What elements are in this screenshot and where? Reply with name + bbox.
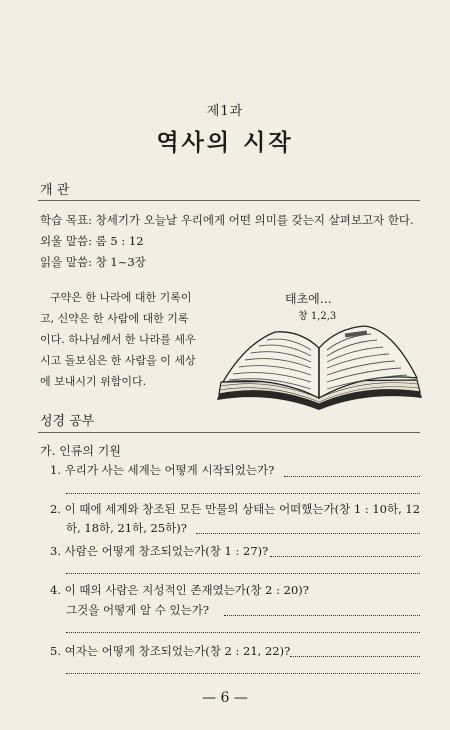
question-2: 2. 이 때에 세계와 창조된 모든 만물의 상태는 어떠했는가(창 1 : 10하, 12 xyxy=(50,502,421,516)
answer-line[interactable] xyxy=(284,476,420,477)
page-number: — 6 — xyxy=(202,690,248,706)
learning-goal-label: 학습 목표 xyxy=(40,213,89,227)
answer-line[interactable] xyxy=(196,533,420,534)
answer-line[interactable] xyxy=(66,493,420,494)
study-heading: 성경 공부 xyxy=(40,414,95,429)
intro-line: 시고 돌보심은 한 사람을 이 세상 xyxy=(40,354,196,367)
answer-line[interactable] xyxy=(66,573,420,574)
intro-line: 고, 신약은 한 사람에 대한 기록 xyxy=(40,312,189,325)
lesson-number: 제1과 xyxy=(206,104,244,119)
question-2-cont: 하, 18하, 21하, 25하)? xyxy=(66,521,187,535)
reading-passage-text: : 창 1~3장 xyxy=(88,255,146,269)
answer-line[interactable] xyxy=(66,673,420,674)
answer-line[interactable] xyxy=(66,632,420,633)
question-3: 3. 사람은 어떻게 창조되었는가(창 1 : 27)? xyxy=(50,544,269,558)
bible-caption: 태초에… xyxy=(285,292,332,306)
answer-line[interactable] xyxy=(290,656,420,657)
answer-line[interactable] xyxy=(270,556,420,557)
learning-goal xyxy=(40,212,414,228)
question-4-cont: 그것을 어떻게 알 수 있는가? xyxy=(66,603,209,617)
open-bible-icon xyxy=(215,318,425,410)
question-5: 5. 여자는 어떻게 창조되었는가(창 2 : 21, 22)? xyxy=(50,644,291,658)
question-4: 4. 이 때의 사람은 지성적인 존재였는가(창 2 : 20)? xyxy=(50,583,309,597)
question-1: 1. 우리가 사는 세계는 어떻게 시작되었는가? xyxy=(50,463,275,477)
memory-verse-label: 외울 말씀 xyxy=(40,234,89,248)
reading-passage xyxy=(40,254,146,270)
answer-line[interactable] xyxy=(224,615,420,616)
study-subheading: 가. 인류의 기원 xyxy=(40,444,121,458)
intro-line: 이다. 하나님께서 한 나라를 세우 xyxy=(40,333,196,346)
reading-passage-label: 읽을 말씀 xyxy=(40,255,89,269)
learning-goal-text: : 창세기가 오늘날 우리에게 어떤 의미를 갖는지 살펴보고자 한다. xyxy=(88,213,414,227)
bible-reference: 창 1,2,3 xyxy=(298,311,337,322)
memory-verse-text: : 롬 5 : 12 xyxy=(88,234,144,248)
page-title: 역사의 시작 xyxy=(156,129,294,156)
overview-heading: 개 관 xyxy=(40,183,70,198)
intro-line: 에 보내시기 위함이다. xyxy=(40,375,147,388)
study-divider xyxy=(38,432,420,433)
overview-divider xyxy=(38,200,420,201)
memory-verse xyxy=(40,233,144,249)
intro-line: 구약은 한 나라에 대한 기록이 xyxy=(50,291,192,304)
intro-paragraph xyxy=(40,287,220,392)
